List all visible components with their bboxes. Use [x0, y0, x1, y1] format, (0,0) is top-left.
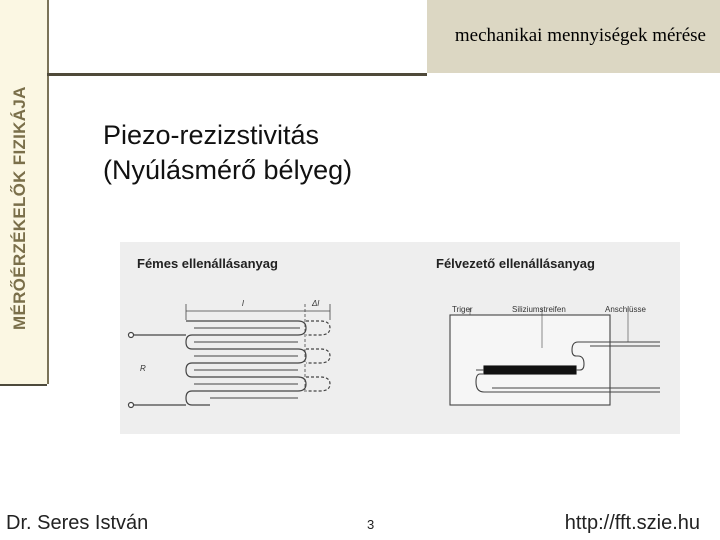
length-label: l: [242, 299, 244, 308]
course-title-vertical: MÉRŐÉRZÉKELŐK FIZIKÁJA: [10, 86, 29, 330]
slide-title-line-2: (Nyúlásmérő bélyeg): [103, 155, 353, 185]
resistance-label: R: [140, 364, 146, 373]
side-band-rule: [0, 384, 47, 386]
footer-url[interactable]: http://fft.szie.hu: [564, 512, 700, 534]
page-number: 3: [367, 517, 375, 532]
elongation-label: Δl: [312, 299, 320, 308]
slide-title: [103, 118, 352, 188]
semiconductor-heading: Félvezető ellenállásanyag: [436, 256, 595, 271]
leads-label: Anschlüsse: [605, 305, 646, 314]
slide-title-line-1: Piezo-rezizstivitás: [103, 120, 320, 150]
semiconductor-gauge-drawing: [450, 308, 660, 405]
triger-label: Triger: [452, 305, 473, 314]
strain-gauge-figure: [120, 242, 680, 434]
metallic-gauge-drawing: [129, 304, 331, 408]
header-rule: [47, 73, 427, 76]
strain-gauge-diagram: [120, 242, 680, 434]
silicon-strip-label: Siliziumstreifen: [512, 305, 566, 314]
footer-author: Dr. Seres István: [6, 512, 149, 534]
metallic-heading: Fémes ellenállásanyag: [137, 256, 278, 271]
header-band: [427, 0, 720, 73]
section-title: mechanikai mennyiségek mérése: [454, 25, 706, 46]
